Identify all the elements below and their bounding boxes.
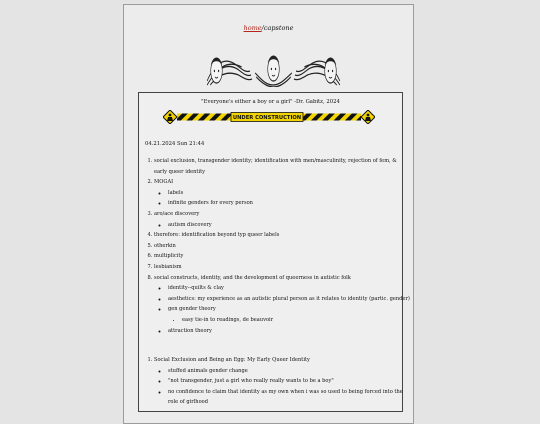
list-item-text: MOGAI xyxy=(154,179,174,186)
list-item xyxy=(168,294,410,305)
list-item xyxy=(168,198,410,209)
list-item xyxy=(154,230,410,241)
list-item xyxy=(154,241,410,252)
list-item-text: social constructs, identity, and the development of queerness in autistic folk xyxy=(154,274,351,281)
list-item xyxy=(168,376,410,387)
list-item-text: lesbianism xyxy=(154,263,182,270)
section-outline-list xyxy=(140,355,410,408)
list-item xyxy=(154,355,410,408)
list-item-text: Social Exclusion and Being an Egg: My Early Queer Identity xyxy=(154,357,310,363)
list-item xyxy=(168,283,410,294)
under-construction-banner xyxy=(163,110,375,124)
list-item xyxy=(168,220,410,231)
under-construction-label: UNDER CONSTRUCTION xyxy=(232,115,302,122)
list-item-text: autism discovery xyxy=(168,221,212,228)
list-item-text: stuffed animals gender change xyxy=(168,367,248,374)
home-link[interactable]: home xyxy=(243,24,262,32)
content-panel xyxy=(138,92,410,412)
list-item-text: social exclusion, transgender identity; identification with men/masculinity, rejection of fem, & early queer identity xyxy=(154,158,397,175)
list-item-text: attraction theory xyxy=(168,327,212,334)
list-item-text: otherkin xyxy=(154,242,176,249)
list-item xyxy=(154,156,410,177)
list-item xyxy=(154,262,410,273)
hard-hat-worker-icon xyxy=(361,110,375,124)
list-item xyxy=(182,315,410,326)
hard-hat-worker-icon xyxy=(163,110,177,124)
list-item xyxy=(168,188,410,199)
list-item-text: easy tie-in to readings, de beauvoir xyxy=(182,316,274,323)
list-item-text: aro/ace discovery xyxy=(154,210,200,217)
banner-illustration xyxy=(205,51,342,87)
list-item-text: multiplicity xyxy=(154,253,184,260)
post-date: 04.21.2024 Sun 21:44 xyxy=(145,141,205,147)
outline-list xyxy=(140,156,410,336)
list-item-text: infinite genders for every person xyxy=(168,200,253,207)
list-item xyxy=(154,177,410,209)
list-item xyxy=(154,209,410,230)
breadcrumb-current: capstone xyxy=(263,24,294,32)
breadcrumb-separator: / xyxy=(261,24,264,32)
list-item xyxy=(168,366,410,377)
list-item-text: therefore: identification beyond typ queer labels xyxy=(154,232,280,239)
list-item xyxy=(154,251,410,262)
list-item-text: labels xyxy=(168,189,184,196)
quote-text: "Everyone's either a boy or a girl" -Dr. Gabitz, 2024 xyxy=(201,99,340,105)
list-item-text: identity--quilts & clay xyxy=(168,285,224,292)
list-item xyxy=(168,304,410,325)
breadcrumb xyxy=(124,24,413,32)
list-item-text: aesthetics: my experience as an autistic plural person as it relates to identity (partic. gender) xyxy=(168,295,410,302)
list-item-text: gen gender theory xyxy=(168,306,216,313)
list-item xyxy=(154,273,410,337)
list-item-text: "not transgender, just a girl who really really wants to be a boy" xyxy=(168,378,334,385)
list-item xyxy=(168,326,410,337)
list-item-text: no confidence to claim that identity as my own when i was so used to being forced into the role of girlhood xyxy=(168,388,403,406)
